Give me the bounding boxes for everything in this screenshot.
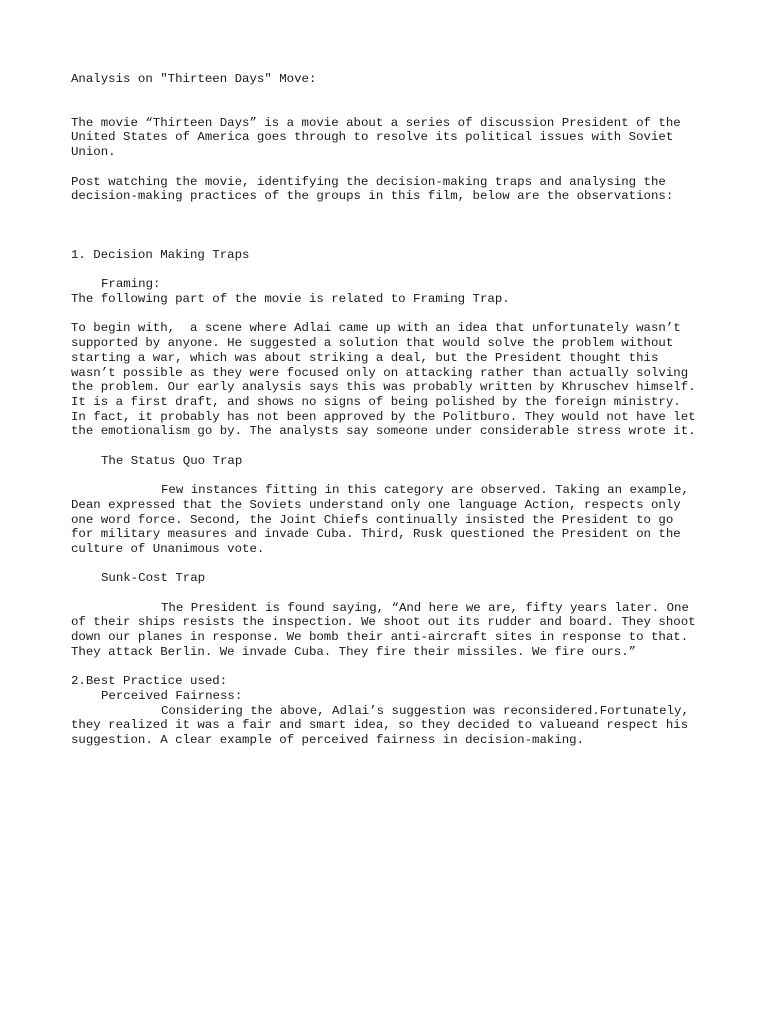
status-quo-paragraph: Few instances fitting in this category are observed. Taking an example, Dean expressed that the Soviets understand only one language Action, respects only one word force. Second, the Joint Chiefs continually insisted the President to go for military measures and invade Cuba. Third, Rusk questioned the President on the culture of Unanimous vote.: [71, 483, 697, 556]
framing-lead: The following part of the movie is related to Framing Trap.: [71, 292, 510, 306]
framing-paragraph: To begin with, a scene where Adlai came up with an idea that unfortunately wasn’t supported by anyone. He suggested a solution that would solve the problem without starting a war, which was about striking a deal, but the President thought this wasn’t possible as they were focused only on attacking rather than actually solving the problem. Our early analysis says this was probably written by Khruschev himself. It is a first draft, and shows no signs of being polished by the foreign ministry. In fact, it probably has not been approved by the Politburo. They would not have let the emotionalism go by. The analysts say someone under considerable stress wrote it.: [71, 321, 704, 439]
intro-paragraph: The movie “Thirteen Days” is a movie about a series of discussion President of the United States of America goes through to resolve its political issues with Soviet Union.: [71, 115, 689, 160]
section-heading-best-practice: 2.Best Practice used:: [71, 674, 228, 689]
document-title: Analysis on "Thirteen Days" Move:: [71, 72, 317, 86]
subheading-sunk-cost: Sunk-Cost Trap: [101, 571, 206, 586]
subheading-status-quo: The Status Quo Trap: [101, 453, 243, 468]
section-heading-decision-traps: 1. Decision Making Traps: [71, 247, 250, 262]
subheading-perceived-fairness: Perceived Fairness:: [101, 688, 243, 703]
document-body: [71, 72, 704, 748]
intro-paragraph: Post watching the movie, identifying the decision-making traps and analysing the decision-making practices of the groups in this film, below are the observations:: [71, 174, 674, 204]
perceived-fairness-paragraph: Considering the above, Adlai’s suggestion was reconsidered.Fortunately, they realized it was a fair and smart idea, so they decided to valueand respect his suggestion. A clear example of perceived fairness in decision-making.: [71, 703, 697, 747]
sunk-cost-paragraph: The President is found saying, “And here we are, fifty years later. One of their ships resists the inspection. We shoot out its rudder and board. They shoot down our planes in response. We bomb their anti-aircraft sites in response to that. They attack Berlin. We invade Cuba. They fire their missiles. We fire ours.”: [71, 600, 704, 659]
subheading-framing: Framing:: [101, 277, 161, 292]
